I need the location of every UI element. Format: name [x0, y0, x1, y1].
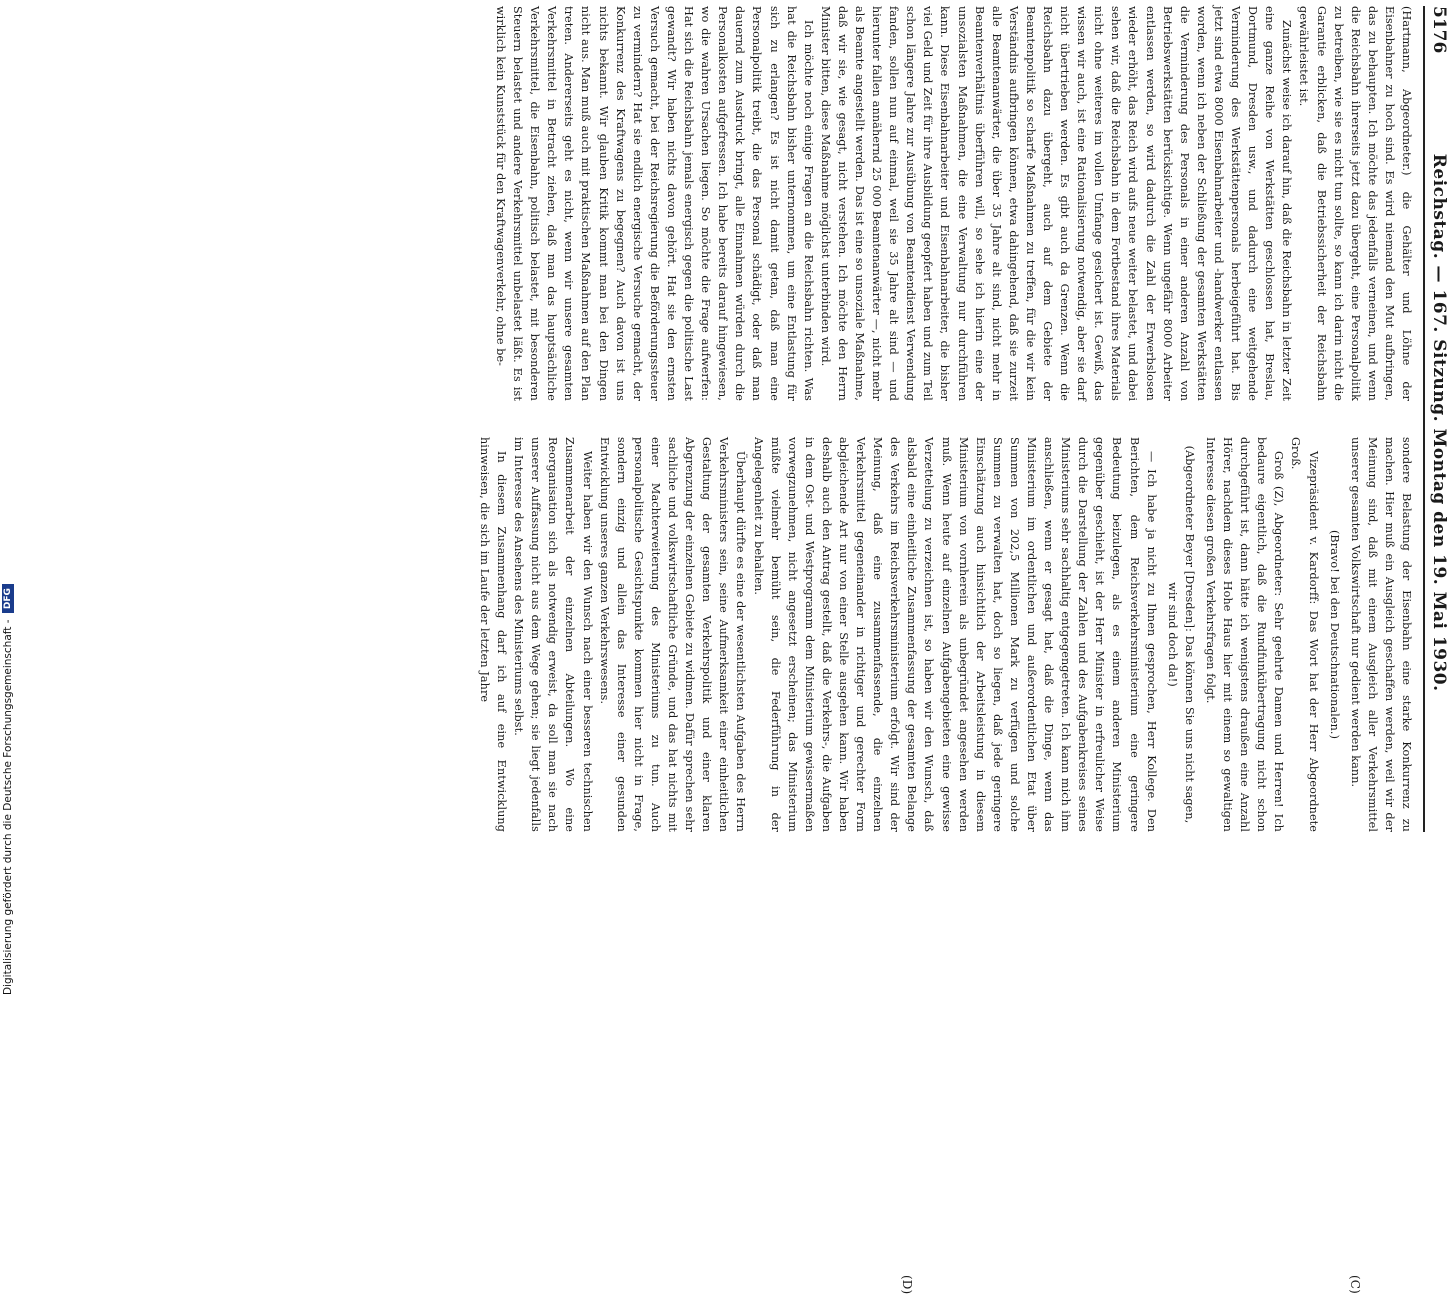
interjection: (Bravo! bei den Deutschnationalen.) [1327, 529, 1341, 740]
dfg-logo: DFG [2, 584, 14, 613]
speaker-intro: Vizepräsident v. Kardorff: Das Wort hat der Herr Abgeordnete Groß. [1289, 437, 1320, 832]
right-column [476, 437, 1415, 1294]
page-title: Reichstag. — 167. Sitzung. Montag den 19. Mai 1930. [1429, 153, 1449, 692]
page-header [1423, 6, 1453, 832]
paragraph: sondere Belastung der Eisenbahn eine starke Konkurrenz zu machen. Hier muß ein Ausgleich geschaffen werden, weil wir der Meinung sind, daß mit einem Ausgleich aller Verkehrsmittel unserer gesamten Volkswirtschaft nur gedient werden kann. [1348, 437, 1413, 832]
margin-marker-c: (C) [1348, 1275, 1362, 1294]
scanned-page [250, 0, 1455, 1294]
credit-text: Digitalisierung gefördert durch die Deutsche Forschungsgemeinschaft - [2, 619, 14, 995]
paragraph: Ich möchte noch einige Fragen an die Reichsbahn richten. Was hat die Reichsbahn bisher unternommen, um eine Entlastung für sich zu erlangen? Es ist nicht damit getan, daß man eine Personalpolitik treibt, die das Personal schädigt, oder daß man dauernd zum Ausdruck bringt, alle Einnahmen würden durch die Personalkosten aufgefressen. Ich habe bereits darauf hingewiesen, wo die wahren Ursachen liegen. So möchte die Frage aufwerfen: Hat sich die Reichsbahn jemals energisch gegen die politische Last gewandt? Wir haben nichts davon gehört. Hat sie den ernsten Versuch gemacht, bei der Reichsregierung die Beförderungssteuer zu vermindern? Hat sie endlich energische Versuche gemacht, der Konkurrenz des Kraftwagens zu begegnen? Auch davon ist uns nichts bekannt. Wir glauben Kritik kommt man bei den Dingen nicht aus. Man muß auch mit praktischen Maßnahmen auf den Plan treten. Andererseits geht es nicht, wenn wir unsere gesamten Verkehrsmittel in Betracht ziehen, daß man das hauptsächliche Verkehrsmittel, die Eisenbahn, politisch belastet, mit besonderen Steuern belastet und andere Verkehrsmittel unbelastet läßt. Es ist wirklich kein Kunststück für den Kraftwagenverkehr, ohne be- [494, 6, 815, 401]
paragraph: Zunächst weise ich darauf hin, daß die Reichsbahn in letzter Zeit eine ganze Reihe von Werkstätten geschlossen hat, Breslau, Dortmund, Dresden usw., und dadurch eine weitgehende Verminderung des Werkstättenpersonals herbeigeführt hat. Bis jetzt sind etwa 8000 Eisenbahnarbeiter und -handwerker entlassen worden, wenn ich neben der Schließung der gesamten Werkstätten die Verminderung des Personals in einer anderen Anzahl von Betriebswerkstätten berücksichtige. Wenn ungefähr 8000 Arbeiter entlassen werden, so wird dadurch die Zahl der Erwerbslosen wieder erhöht, das Reich wird aufs neue weiter belastet, und dabei sehen wir, daß die Reichsbahn in dem Fortbestand ihres Materials nicht ohne weiteres im vollen Umfange gesichert ist. Gewiß, das wissen wir auch, ist eine Rationalisierung notwendig, aber sie darf nicht übertrieben werden. Es gibt auch da Grenzen. Wenn die Reichsbahn dazu übergeht, auch auf dem Gebiete der Beamtenpolitik so scharfe Maßnahmen zu treffen, für die wir kein Verständnis aufbringen können, etwa dahingehend, daß sie zurzeit alle Beamtenanwärter, die über 35 Jahre alt sind, nicht mehr in Beamtenverhältnis überführen will, so sehe ich hierin eine der unsozialsten Maßnahmen, die eine Verwaltung nur durchführen kann. Diese Eisenbahnarbeiter und Eisenbahnarbeiter, die bisher viel Geld und Zeit für ihre Ausbildung geopfert haben und zum Teil schon längere Jahre zur Ausübung von Beamtendienst Verwendung fanden, sollen nun auf einmal, weil sie 35 Jahre alt sind — und hierunter fallen annähernd 25 000 Beamtenanwärter —, nicht mehr als Beamte angestellt werden. Das ist eine so unsoziale Maßnahme, daß wir sie, wie gesagt, nicht verstehen. Ich möchte den Herrn Minister bitten, diese Maßnahme möglichst unterbinden wird. [818, 6, 1294, 401]
interjection: (Abgeordneter Beyer [Dresden]: Das können Sie uns nicht sagen, wir sind doch da!) [1165, 445, 1196, 824]
page-number: 5176 [1429, 6, 1449, 54]
paragraph: In diesem Zusammenhang darf ich auf eine Entwicklung hinweisen, die sich im Laufe der letzten Jahre [478, 437, 509, 832]
margin-marker-d: (D) [900, 1275, 914, 1294]
digitization-credit [2, 584, 14, 995]
paragraph: (Hartmann, Abgeordneter.) die Gehälter und Löhne der Eisenbahner zu hoch sind. Es wird niemand den Mut aufbringen, das zu behaupten. Ich möchte das jedenfalls verneinen, und wenn die Reichsbahn ihrerseits jetzt dazu übergeht, eine Personalpolitik zu betreiben, wie sie es nicht tun sollte, so kann ich darin nicht die Garantie erblicken, daß die Betriebssicherheit der Reichsbahn gewährleistet ist. [1297, 6, 1413, 401]
sidebar-credit [0, 0, 30, 1000]
paragraph: Weiter haben wir den Wunsch nach einer besseren technischen Zusammenarbeit der einzelnen Abteilungen. Wo eine Reorganisation sich als notwendig erweist, da soll man sie nach unserer Auffassung nicht aus dem Wege gehen; sie liegt jedenfalls im Interesse des Ansehens des Ministeriums selbst. [512, 437, 594, 832]
paragraph: — Ich habe ja nicht zu Ihnen gesprochen, Herr Kollege. Den Berichten, dem Reichsverkehrsministerium eine geringere Bedeutung beizulegen, als es einem anderen Ministerium gegenüber geschieht, ist der Herr Minister in erfreulicher Weise durch die Darstellung der Zahlen und des Aufgabenkreises seines Ministeriums sehr sachhaltig entgegengetreten. Ich kann mich ihm anschließen, wenn er gesagt hat, daß die Dinge, wenn das Ministerium im ordentlichen und außerordentlichen Etat über Summen von 202,5 Millionen Mark zu verfügen und solche Summen zu verwalten hat, doch so liegen, daß jede geringere Einschätzung auch hinsichtlich der Arbeitsleistung in diesem Ministerium von vornherein als unbegründet angesehen werden muß. Wenn heute auf einzelnen Aufgabengebieten eine gewisse Verzettelung zu verzeichnen ist, so haben wir den Wunsch, daß alsbald eine einheitliche Zusammenfassung der gesamten Belange des Verkehrs im Reichsverkehrsministerium erfolgt. Wir sind der Meinung, daß eine zusammenfassende, die einzelnen Verkehrsmittel gegeneinander in richtiger und gerechter Form abgleichende Art nur von einer Stelle ausgehen kann. Wir haben deshalb auch den Antrag gestellt, daß die Verkehrs-, die Aufgaben in dem Ost- und Westprogramm dem Ministerium gewissermaßen vorwegzunehmen, nicht angesetzt erscheinen; das Ministerium müßte vielmehr bemüht sein, die Federführung in der Angelegenheit zu behalten. [751, 437, 1158, 832]
left-column [492, 6, 1415, 401]
paragraph: Groß (Z), Abgeordneter: Sehr geehrte Damen und Herren! Ich bedaure eigentlich, daß die Rundfunkübertragung nicht schon durchgeführt ist, dann hätte ich wenigstens draußen eine Anzahl Hörer, nachdem dieses Hohe Haus hier mit einem so gewaltigen Interesse diesen großen Verkehrsfragen folgt. [1203, 437, 1286, 832]
paragraph: Überhaupt dürfte es eine der wesentlichsten Aufgaben des Herrn Verkehrsministers sein, seine Aufmerksamkeit einer einheitlichen Gestaltung der gesamten Verkehrspolitik und einer klaren Abgrenzung der einzelnen Gebiete zu widmen. Dafür sprechen sehr sachliche und volkswirtschaftliche Gründe, und das hat nichts mit einer Machterweiterung des Ministeriums zu tun. Auch personalpolitische Gesichtspunkte kommen hier nicht in Frage, sondern einzig und allein das Interesse einer gesunden Entwicklung unseres ganzen Verkehrswesens. [597, 437, 748, 832]
